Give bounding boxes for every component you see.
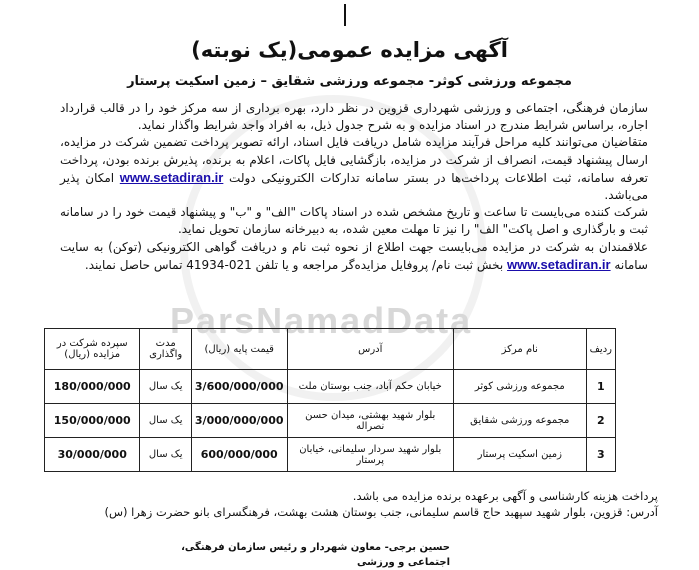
table-row [45, 438, 616, 472]
fee-note: پرداخت هزینه کارشناسی و آگهی برعهده برنده مزایده می باشد. [352, 489, 658, 503]
table-row [45, 370, 616, 404]
deposit: 30/000/000 [45, 438, 140, 472]
intro-paragraph: سازمان فرهنگی، اجتماعی و ورزشی شهرداری قزوین در نظر دارد، بهره برداری از سه مرکز خود را در قالب قرارداد اجاره، براساس شرایط مندرج در اسناد مزایده و به شرح جدول ذیل، به افراد واجد شرایط واگذار نماید. [60, 101, 648, 133]
watermark-text: ParsNamadData [170, 300, 473, 341]
setadiran-link-2[interactable]: www.setadiran.ir [507, 256, 611, 272]
header-deposit: سپرده شرکت در مزایده (ریال) [45, 329, 140, 370]
notice-subtitle: مجموعه ورزشی کوثر- مجموعه ورزشی شقایق – زمین اسکیت پرستار [127, 74, 572, 89]
registration-text-end: بخش ثبت نام/ پروفایل مزایده‌گر مراجعه و یا تلفن 021-41934 تماس حاصل نمایند. [84, 257, 504, 272]
table-row [45, 404, 616, 438]
base-price: 3/000/000/000 [191, 404, 287, 438]
center-name: مجموعه ورزشی کوثر [454, 370, 587, 404]
signature: حسین برجی- معاون شهردار و رئیس سازمان فرهنگی، اجتماعی و ورزشی [181, 542, 450, 568]
header-row-number: ردیف [586, 329, 615, 370]
process-paragraph [60, 134, 648, 204]
base-price: 600/000/000 [191, 438, 287, 472]
header-base-price: قیمت پایه (ریال) [191, 329, 287, 370]
notes-block [40, 488, 658, 520]
submission-paragraph: شرکت کننده می‌بایست تا ساعت و تاریخ مشخص شده در اسناد پاکات "الف" و "ب" و پیشنهاد قیمت خود را در سامانه ثبت و بارگذاری و اصل پاکت" الف" را نیز تا مهلت معین شده، به دبیرخانه سازمان تحویل نماید. [60, 205, 648, 237]
address-note: آدرس: قزوین، بلوار شهید سپهبد حاج قاسم سلیمانی، جنب بوستان هشت بهشت، فرهنگسرای بانو حضرت زهرا (س) [104, 505, 658, 519]
center-address: بلوار شهید سردار سلیمانی، خیابان پرستار [287, 438, 454, 472]
base-price: 3/600/000/000 [191, 370, 287, 404]
row-number: 3 [586, 438, 615, 472]
process-text-end: امکان پذیر می‌باشد. [60, 170, 648, 203]
auction-table [44, 328, 616, 472]
top-rule [344, 4, 346, 26]
center-name: زمین اسکیت پرستار [454, 438, 587, 472]
notice-title: آگهی مزایده عمومی(یک نوبته) [191, 38, 508, 62]
duration: یک سال [140, 370, 191, 404]
registration-paragraph [60, 239, 648, 274]
center-address: بلوار شهید بهشتی، میدان حسن نصراله [287, 404, 454, 438]
process-text: متقاضیان می‌توانند کلیه مراحل فرآیند مزایده شامل دریافت فایل اسناد، ارائه تصویر پرداخت تضمین شرکت در مزایده، ارسال پیشنهاد قیمت، انصراف از شرکت در مزایده، بازگشایی فایل پاکات، اعلام به برنده، پذیرش برنده بودن، پرداخت تعرفه سامانه، ثبت اطلاعات پرداخت‌ها در بستر سامانه تدارکات الکترونیکی دولت [60, 135, 648, 185]
table-header-row [45, 329, 616, 370]
center-name: مجموعه ورزشی شقایق [454, 404, 587, 438]
registration-text: علاقمندان به شرکت در مزایده می‌بایست جهت اطلاع از نحوه ثبت نام و دریافت گواهی الکترونیکی (توکن) به سایت سامانه [60, 239, 648, 272]
deposit: 180/000/000 [45, 370, 140, 404]
setadiran-link[interactable]: www.setadiran.ir [119, 169, 224, 185]
duration: یک سال [140, 438, 191, 472]
header-duration: مدت واگذاری [140, 329, 191, 370]
header-center-name: نام مرکز [454, 329, 587, 370]
row-number: 1 [586, 370, 615, 404]
row-number: 2 [586, 404, 615, 438]
duration: یک سال [140, 404, 191, 438]
deposit: 150/000/000 [45, 404, 140, 438]
center-address: خیابان حکم آباد، جنب بوستان ملت [287, 370, 454, 404]
header-address: آدرس [287, 329, 454, 370]
notice-body [60, 100, 648, 274]
